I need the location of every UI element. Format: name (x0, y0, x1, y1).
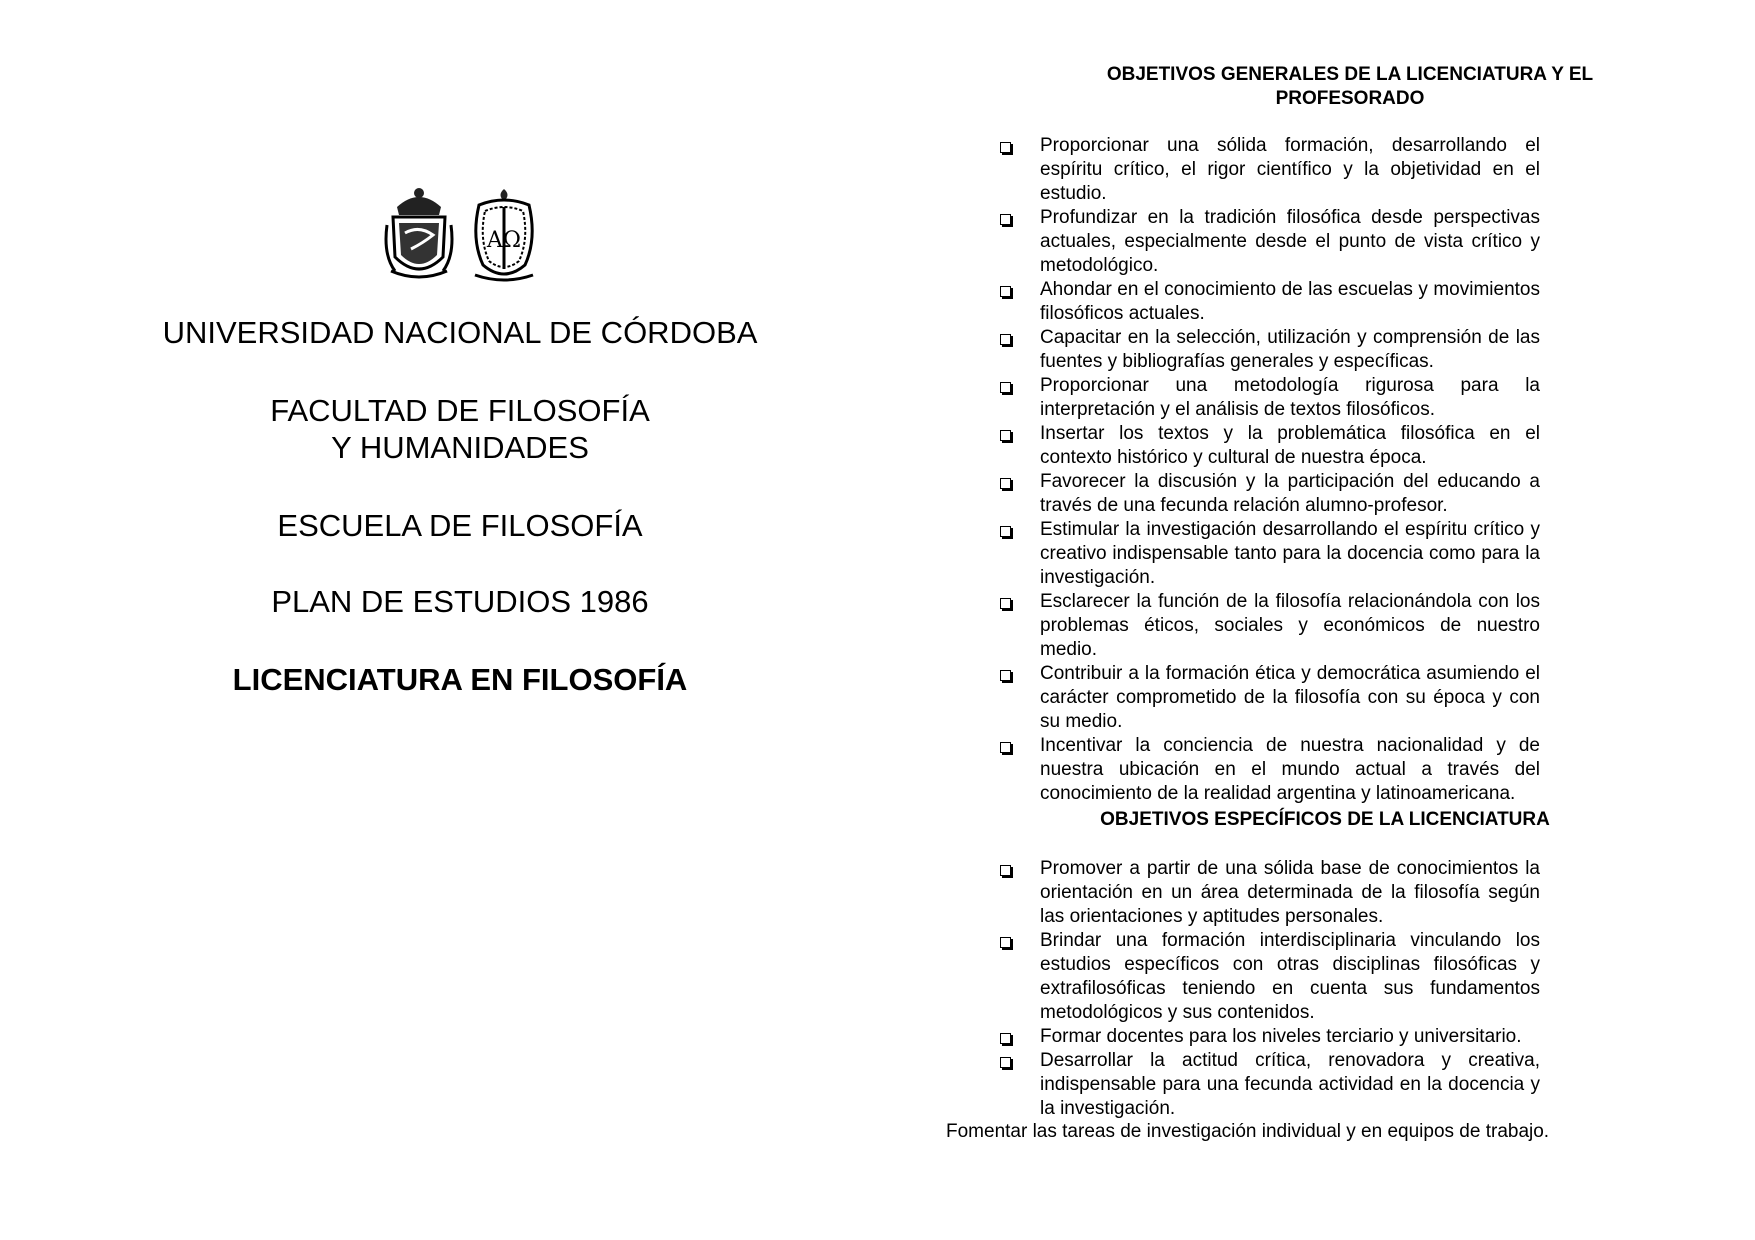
crest-letters: AΩ (486, 228, 522, 253)
list-item (980, 590, 1540, 662)
checkbox-bullet-icon (1000, 286, 1011, 297)
list-item (980, 857, 1540, 929)
list-item (980, 518, 1540, 590)
degree-title: LICENCIATURA EN FILOSOFÍA (232, 662, 688, 697)
faculty-title-line-1: FACULTAD DE FILOSOFÍA (270, 393, 650, 428)
checkbox-bullet-icon (1000, 742, 1011, 753)
list-item-text: Estimular la investigación desarrollando el espíritu crítico y creativo indispensable tanto para la docencia como para la investigación. (1040, 519, 1540, 588)
list-item (980, 134, 1540, 206)
checkbox-bullet-icon (1000, 1057, 1011, 1068)
checkbox-bullet-icon (1000, 430, 1011, 441)
list-item-text: Desarrollar la actitud crítica, renovadora y creativa, indispensable para una fecunda actividad en la docencia y la investigación. (1040, 1050, 1540, 1119)
general-heading-line-1: OBJETIVOS GENERALES DE LA LICENCIATURA Y EL (1106, 64, 1594, 85)
school-title: ESCUELA DE FILOSOFÍA (277, 508, 643, 543)
checkbox-bullet-icon (1000, 1033, 1011, 1044)
list-item-text: Brindar una formación interdisciplinaria vinculando los estudios específicos con otras disciplinas filosóficas y extrafilosóficas teniendo en cuenta sus fundamentos metodológicos y sus contenidos. (1040, 930, 1540, 1023)
general-objectives-heading (980, 63, 1720, 111)
checkbox-bullet-icon (1000, 670, 1011, 681)
list-item-text: Favorecer la discusión y la participación del educando a través de una fecunda relación alumno-profesor. (1040, 471, 1540, 516)
list-item-text: Contribuir a la formación ética y democrática asumiendo el carácter comprometido de la filosofía con su época y con su medio. (1040, 663, 1540, 732)
list-item-text: Esclarecer la función de la filosofía relacionándola con los problemas éticos, sociales y económicos de nuestro medio. (1040, 591, 1540, 660)
plan-title: PLAN DE ESTUDIOS 1986 (271, 584, 649, 619)
checkbox-bullet-icon (1000, 865, 1011, 876)
list-item-text: Proporcionar una metodología rigurosa para la interpretación y el análisis de textos filosóficos. (1040, 375, 1540, 420)
faculty-title (80, 392, 840, 466)
list-item (980, 206, 1540, 278)
list-item (980, 1025, 1540, 1049)
specific-objectives-heading: OBJETIVOS ESPECÍFICOS DE LA LICENCIATURA (1100, 809, 1550, 830)
university-title: UNIVERSIDAD NACIONAL DE CÓRDOBA (162, 315, 758, 350)
university-crest-icon (383, 185, 455, 285)
checkbox-bullet-icon (1000, 214, 1011, 225)
list-item-text: Profundizar en la tradición filosófica desde perspectivas actuales, especialmente desde el punto de vista crítico y metodológico. (1040, 207, 1540, 276)
list-item-text: Capacitar en la selección, utilización y comprensión de las fuentes y bibliografías generales y específicas. (1040, 327, 1540, 372)
list-item (980, 929, 1540, 1025)
checkbox-bullet-icon (1000, 382, 1011, 393)
checkbox-bullet-icon (1000, 598, 1011, 609)
list-item (980, 1049, 1540, 1121)
list-item (980, 374, 1540, 422)
list-item (980, 662, 1540, 734)
crests (383, 185, 543, 285)
faculty-crest-icon (465, 185, 543, 285)
list-item (980, 326, 1540, 374)
list-item-text: Ahondar en el conocimiento de las escuelas y movimientos filosóficos actuales. (1040, 279, 1540, 324)
faculty-title-line-2: Y HUMANIDADES (331, 430, 589, 465)
checkbox-bullet-icon (1000, 937, 1011, 948)
list-item-text: Proporcionar una sólida formación, desarrollando el espíritu crítico, el rigor científico y la objetividad en el estudio. (1040, 135, 1540, 204)
list-item (980, 278, 1540, 326)
list-item (980, 422, 1540, 470)
list-item (980, 734, 1540, 806)
list-item-text: Insertar los textos y la problemática filosófica en el contexto histórico y cultural de nuestra época. (1040, 423, 1540, 468)
list-item-text: Formar docentes para los niveles terciario y universitario. (1040, 1026, 1522, 1047)
right-page (930, 0, 1755, 1240)
checkbox-bullet-icon (1000, 478, 1011, 489)
list-item-text: Incentivar la conciencia de nuestra nacionalidad y de nuestra ubicación en el mundo actual a través del conocimiento de la realidad argentina y latinoamericana. (1040, 735, 1540, 804)
specific-objectives-list (980, 857, 1540, 1121)
general-heading-line-2: PROFESORADO (1275, 88, 1425, 109)
list-item (980, 470, 1540, 518)
checkbox-bullet-icon (1000, 334, 1011, 345)
closing-objective-line: Fomentar las tareas de investigación individual y en equipos de trabajo. (946, 1121, 1550, 1142)
list-item-text: Promover a partir de una sólida base de conocimientos la orientación en un área determinada de la filosofía según las orientaciones y aptitudes personales. (1040, 858, 1540, 927)
checkbox-bullet-icon (1000, 142, 1011, 153)
general-objectives-list (980, 134, 1540, 806)
checkbox-bullet-icon (1000, 526, 1011, 537)
